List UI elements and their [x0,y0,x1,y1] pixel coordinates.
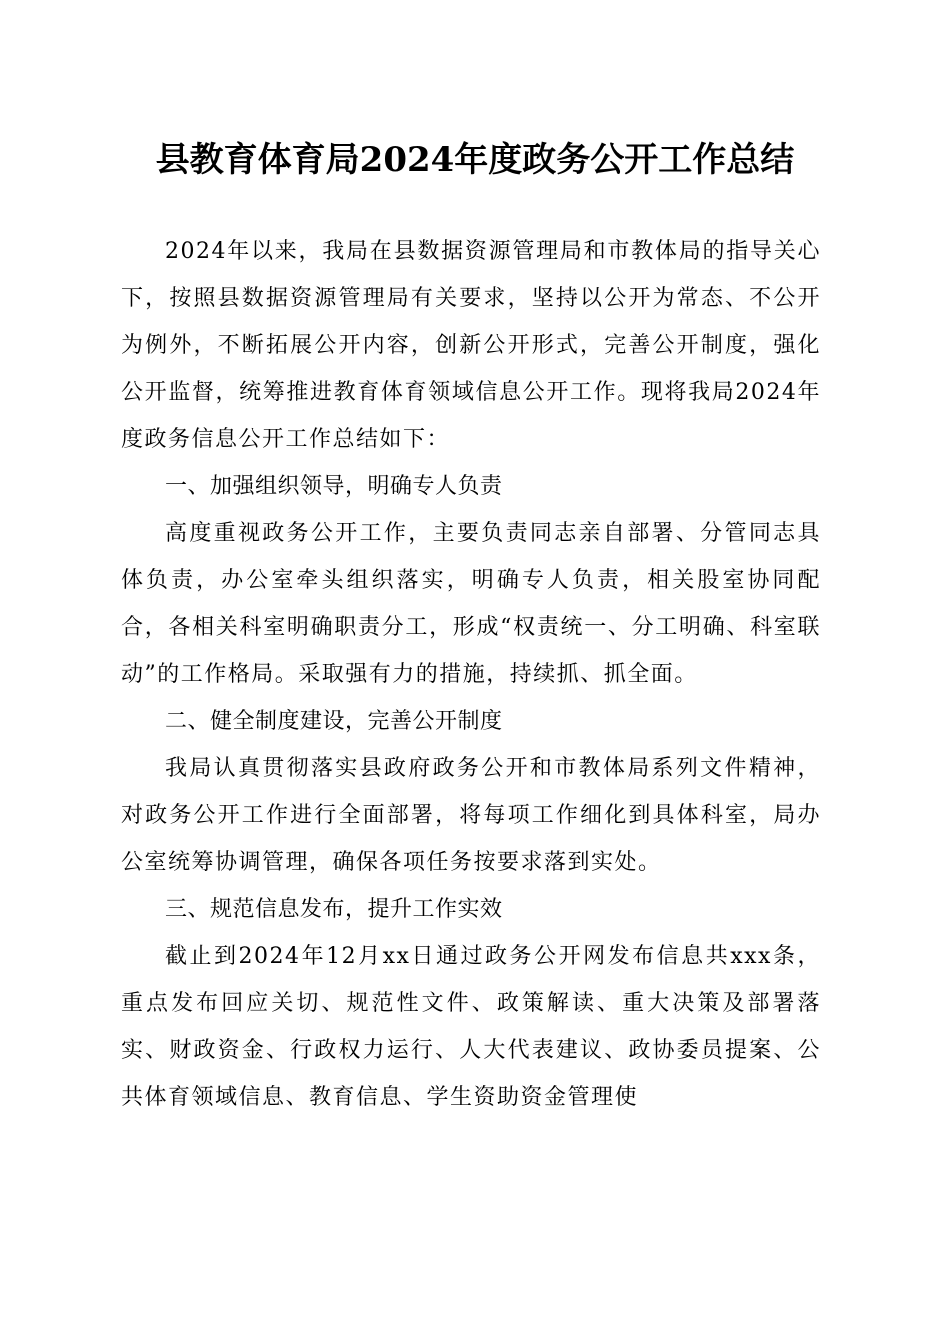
section-1-paragraph: 高度重视政务公开工作，主要负责同志亲自部署、分管同志具体负责，办公室牵头组织落实，明确专人负责，相关股室协同配合，各相关科室明确职责分工，形成“权责统一、分工明确、科室联动”的工作格局。采取强有力的措施，持续抓、抓全面。 [121,521,821,687]
section-3-paragraph: 截止到2024年12月xx日通过政务公开网发布信息共xxx条，重点发布回应关切、规范性文件、政策解读、重大决策及部署落实、财政资金、行政权力运行、人大代表建议、政协委员提案、公共体育领域信息、教育信息、学生资助资金管理使 [121,944,821,1110]
section-3-heading: 三、规范信息发布，提升工作实效 [165,897,503,922]
intro-paragraph: 2024年以来，我局在县数据资源管理局和市教体局的指导关心下，按照县数据资源管理局有关要求，坚持以公开为常态、不公开为例外，不断拓展公开内容，创新公开形式，完善公开制度，强化公开监督，统筹推进教育体育领域信息公开工作。现将我局2024年度政务信息公开工作总结如下： [121,239,821,452]
section-2-paragraph: 我局认真贯彻落实县政府政务公开和市教体局系列文件精神，对政务公开工作进行全面部署，将每项工作细化到具体科室，局办公室统筹协调管理，确保各项任务按要求落到实处。 [121,756,821,875]
section-2-heading: 二、健全制度建设，完善公开制度 [165,709,503,734]
document-body [121,228,821,1121]
section-1-heading: 一、加强组织领导，明确专人负责 [165,474,503,499]
document-title: 县教育体育局2024年度政务公开工作总结 [155,140,795,180]
